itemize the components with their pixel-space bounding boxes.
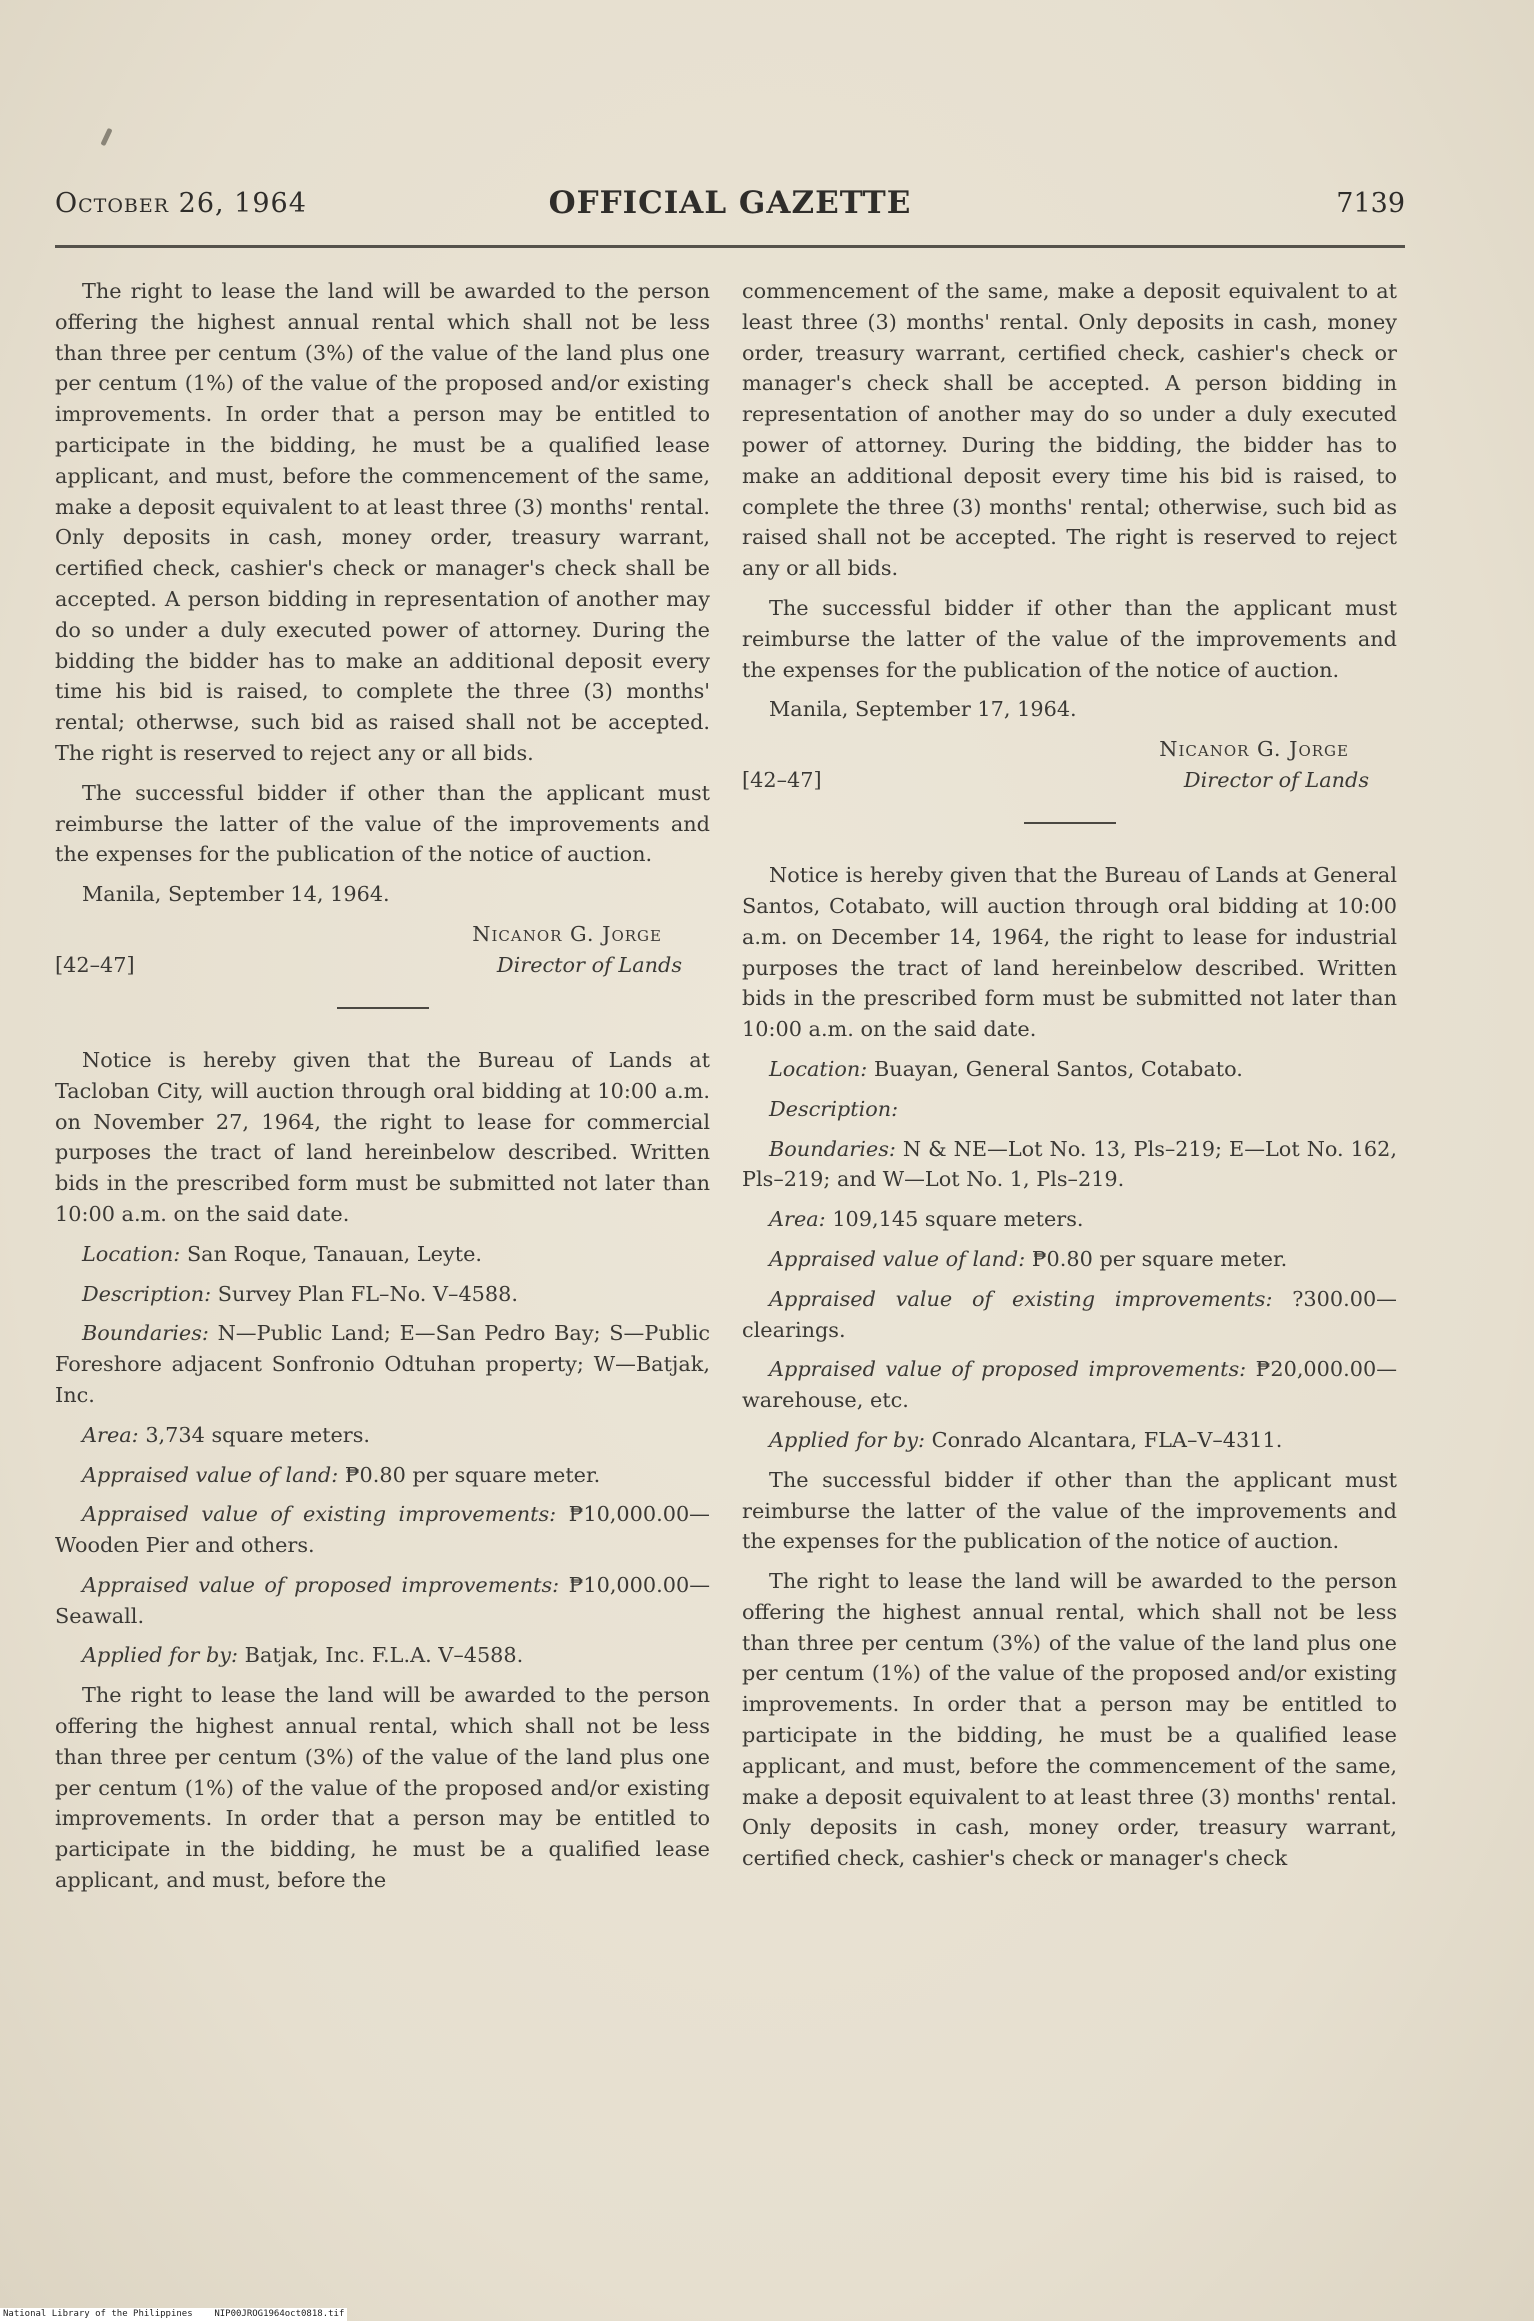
left-boundaries — [55, 1318, 710, 1410]
field-value: ₱20,000.00—warehouse, etc. — [742, 1357, 1397, 1413]
field-label: Location: — [82, 1241, 181, 1266]
left-location — [55, 1239, 710, 1270]
section-divider — [1024, 822, 1116, 824]
field-label: Boundaries: — [769, 1136, 896, 1161]
right-paragraph-4: The right to lease the land will be awarded to the person offering the highest annual rental, which shall not be less than three per centum (3%) of the value of the land plus one per centum (1%) of the value of the proposed and/or existing improvements. In order that a person may be entitled to participate in the bidding, he must be a qualified lease applicant, and must, before the commencement of the same, make a deposit equivalent to at least three (3) months' rental. Only deposits in cash, money order, treasury warrant, certified check, cashier's check or manager's check — [742, 1569, 1397, 1871]
page-number: 7139 — [1336, 188, 1405, 219]
right-area — [742, 1204, 1397, 1235]
left-applied-for — [55, 1640, 710, 1671]
field-value: San Roque, Tanauan, Leyte. — [186, 1241, 483, 1266]
field-label: Area: — [769, 1207, 826, 1232]
field-value: ₱0.80 per square meter. — [344, 1462, 601, 1487]
left-column — [55, 276, 710, 1905]
header-rule — [55, 245, 1405, 248]
field-label: Applied for by: — [82, 1643, 239, 1668]
right-appraised-land — [742, 1244, 1397, 1275]
scan-footer: National Library of the Philippines NIP00JROG1964oct0818.tif — [0, 2308, 347, 2321]
field-label: Applied for by: — [769, 1427, 926, 1452]
right-location — [742, 1054, 1397, 1085]
issue-date: October 26, 1964 — [55, 188, 307, 219]
right-paragraph-2: The successful bidder if other than the applicant must reimburse the latter of the value of the improvements and the expenses for the publication of the notice of auction. — [742, 595, 1397, 682]
right-column — [742, 276, 1397, 1883]
signatory-title: Director of Lands — [1183, 768, 1369, 793]
field-label: Appraised value of proposed improvements: — [82, 1572, 560, 1597]
right-dateline: Manila, September 17, 1964. — [769, 697, 1077, 722]
field-value: N & NE—Lot No. 13, Pls–219; E—Lot No. 162, Pls–219; and W—Lot No. 1, Pls–219. — [742, 1136, 1397, 1192]
pencil-mark — [100, 128, 112, 146]
field-value: Buayan, General Santos, Cotabato. — [873, 1056, 1243, 1081]
right-appraised-existing — [742, 1284, 1397, 1346]
field-value: N—Public Land; E—San Pedro Bay; S—Public Foreshore adjacent Sonfronio Odtuhan property; W—Batjak, Inc. — [55, 1321, 710, 1407]
section-divider — [337, 1007, 429, 1009]
field-value: ?300.00—clearings. — [742, 1286, 1397, 1342]
field-label: Description: — [82, 1281, 212, 1306]
right-signature-block — [742, 734, 1397, 796]
left-appraised-existing — [55, 1499, 710, 1561]
page-header — [55, 185, 1405, 238]
left-signature-block — [55, 919, 710, 981]
right-description — [742, 1094, 1397, 1125]
left-appraised-land — [55, 1460, 710, 1491]
field-value: Batjak, Inc. F.L.A. V–4588. — [244, 1643, 524, 1668]
right-paragraph-1: commencement of the same, make a deposit equivalent to at least three (3) months' rental. Only deposits in cash, money order, treasury warrant, certified check, cashier's check or manager's check shall be accepted. A person bidding in representation of another may do so under a duly executed power of attorney. During the bidding, the bidder has to make an additional deposit every time his bid is raised, to complete the three (3) months' rental; otherwise, such bid as raised shall not be accepted. The right is reserved to reject any or all bids. — [742, 279, 1397, 581]
signatory-title: Director of Lands — [496, 952, 682, 977]
field-label: Description: — [769, 1096, 899, 1121]
left-description — [55, 1279, 710, 1310]
field-label: Location: — [769, 1056, 868, 1081]
signatory-name: Nicanor G. Jorge — [1159, 737, 1349, 762]
left-notice-intro: Notice is hereby given that the Bureau of Lands at Tacloban City, will auction through oral bidding at 10:00 a.m. on November 27, 1964, the right to lease for commercial purposes the tract of land hereinbelow described. Written bids in the prescribed form must be submitted not later than 10:00 a.m. on the said date. — [55, 1047, 710, 1226]
field-value: ₱10,000.00—Seawall. — [55, 1572, 710, 1628]
signatory-name: Nicanor G. Jorge — [472, 921, 662, 946]
field-label: Appraised value of land: — [82, 1462, 339, 1487]
field-value: ₱0.80 per square meter. — [1031, 1246, 1288, 1271]
right-notice-intro: Notice is hereby given that the Bureau of Lands at General Santos, Cotabato, will auction through oral bidding at 10:00 a.m. on December 14, 1964, the right to lease for industrial purposes the tract of land hereinbelow described. Written bids in the prescribed form must be submitted not later than 10:00 a.m. on the said date. — [742, 863, 1397, 1042]
left-paragraph-3: The right to lease the land will be awarded to the person offering the highest annual rental, which shall not be less than three per centum (3%) of the value of the land plus one per centum (1%) of the value of the proposed and/or existing improvements. In order that a person may be entitled to participate in the bidding, he must be a qualified lease applicant, and must, before the — [55, 1683, 710, 1893]
publication-title: OFFICIAL GAZETTE — [548, 185, 912, 221]
field-label: Boundaries: — [82, 1321, 209, 1346]
right-applied-for — [742, 1425, 1397, 1456]
field-label: Appraised value of existing improvements: — [82, 1502, 557, 1527]
signature-reference: [42–47] — [742, 768, 822, 793]
field-label: Appraised value of proposed improvements: — [769, 1357, 1247, 1382]
field-value: ₱10,000.00—Wooden Pier and others. — [55, 1502, 710, 1558]
field-label: Appraised value of existing improvements: — [769, 1286, 1273, 1311]
signature-reference: [42–47] — [55, 952, 135, 977]
field-label: Appraised value of land: — [769, 1246, 1026, 1271]
left-area — [55, 1420, 710, 1451]
left-appraised-proposed — [55, 1570, 710, 1632]
left-paragraph-2: The successful bidder if other than the applicant must reimburse the latter of the value of the improvements and the expenses for the publication of the notice of auction. — [55, 780, 710, 867]
field-label: Area: — [82, 1422, 139, 1447]
field-value: 109,145 square meters. — [832, 1207, 1084, 1232]
right-paragraph-3: The successful bidder if other than the applicant must reimburse the latter of the value of the improvements and the expenses for the publication of the notice of auction. — [742, 1467, 1397, 1554]
right-appraised-proposed — [742, 1354, 1397, 1416]
right-boundaries — [742, 1134, 1397, 1196]
field-value: Survey Plan FL–No. V–4588. — [217, 1281, 518, 1306]
field-value: 3,734 square meters. — [145, 1422, 371, 1447]
field-value: Conrado Alcantara, FLA–V–4311. — [931, 1427, 1283, 1452]
left-paragraph-1: The right to lease the land will be awarded to the person offering the highest annual rental which shall not be less than three per centum (3%) of the value of the land plus one per centum (1%) of the value of the proposed and/or existing improvements. In order that a person may be entitled to participate in the bidding, he must be a qualified lease applicant, and must, before the commencement of the same, make a deposit equivalent to at least three (3) months' rental. Only deposits in cash, money order, treasury warrant, certified check, cashier's check or manager's check shall be accepted. A person bidding in representation of another may do so under a duly executed power of attorney. During the bidding the bidder has to make an additional deposit every time his bid is raised, to complete the three (3) months' rental; otherwse, such bid as raised shall not be accepted. The right is reserved to reject any or all bids. — [55, 279, 710, 765]
left-dateline: Manila, September 14, 1964. — [82, 882, 390, 907]
